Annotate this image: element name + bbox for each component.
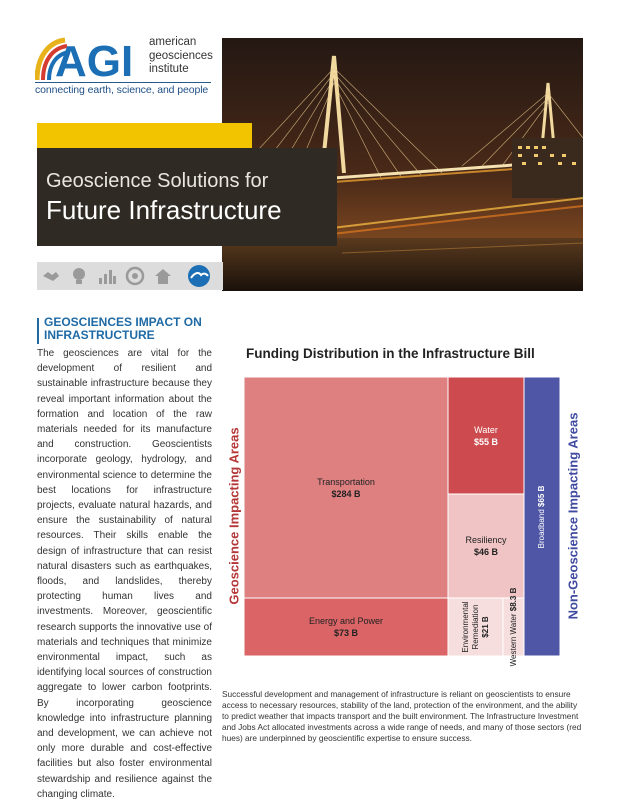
treemap-label-resiliency — [448, 534, 524, 558]
title-accent-band — [37, 123, 252, 148]
logo-org-line3: institute — [149, 63, 189, 75]
section-accent-bar — [37, 318, 39, 344]
house-icon — [153, 266, 173, 286]
chart-title: Funding Distribution in the Infrastructure Bill — [246, 346, 535, 361]
chart-caption: Successful development and management of infrastructure is reliant on geoscientists to ensure access to necessary resources, stability of the land, protection of the environment, and the ability to predict weather that impacts transport and the built environment. The Infrastructure Investment and Jobs Act allocated investments across a wide range of needs, and many of those sectors (red hues) are underpinned by geoscientific expertise to ensure success. — [222, 689, 582, 743]
treemap-label-value: $284 B — [331, 488, 361, 499]
right-group-label: Non-Geoscience Impacting Areas — [565, 412, 581, 620]
topic-icon-strip — [37, 262, 223, 290]
agi-logo[interactable] — [35, 36, 215, 96]
logo-org-line1: american — [149, 36, 197, 48]
treemap-label-name: Energy and Power — [308, 616, 384, 626]
logo-divider — [35, 82, 211, 83]
treemap-label-name: Resiliency — [465, 535, 507, 545]
section-title — [44, 316, 202, 342]
treemap-label-transportation — [244, 476, 448, 500]
treemap-label-value: $73 B — [333, 628, 359, 638]
treemap-label-value: $8.3 B — [508, 587, 518, 612]
lightbulb-icon — [69, 266, 89, 286]
logo-org-name — [149, 36, 213, 77]
bar-chart-icon — [97, 266, 117, 286]
treemap-label-energy-and-power — [244, 615, 448, 639]
handshake-icon — [41, 266, 61, 286]
treemap-label-name: Transportation — [317, 476, 375, 487]
gear-globe-icon — [125, 266, 145, 286]
section-title-line2: INFRASTRUCTURE — [44, 328, 155, 342]
section-body-text: The geosciences are vital for the development of resilient and sustainable infrastructure because they reveal important information about the formation and location of the raw materials needed for its manufacture and construction. Geoscientists incorporate geology, hydrology, and environmental science to determine the best locations for infrastructure projects, evaluate natural hazards, and ensure the sustainability of natural resources. Their skills enable the design of infrastructure that can resist natural disasters such as earthquakes, floods, and landslides, thereby protecting human lives and investments. Moreover, geoscientific research supports the innovative use of materials and techniques that minimize environmental impact, such as identifying local sources of construction aggregate to lower carbon footprints. By incorporating geoscience knowledge into infrastructure planning and development, we can achieve not only more durable and cost-effective facilities but also foster environmental stewardship and resilience against the changing climate. — [37, 348, 212, 800]
treemap-label-water — [448, 424, 524, 448]
treemap-label-value: $55 B — [473, 436, 499, 447]
logo-letters: AGI — [55, 37, 134, 80]
treemap-label-name: Western Water — [508, 613, 518, 667]
treemap-label-broadband — [537, 485, 547, 548]
section-title-line1: GEOSCIENCES IMPACT ON — [44, 315, 202, 329]
treemap-label-name: Water — [474, 424, 498, 435]
treemap-label-western-water — [509, 588, 519, 667]
treemap-label-name: Environmental Remediation — [460, 601, 480, 653]
agi-logo-mark — [35, 36, 143, 80]
logo-org-line2: geosciences — [149, 49, 213, 62]
treemap-label-value: $65 B — [537, 485, 546, 507]
water-wave-icon — [187, 264, 211, 288]
logo-tagline: connecting earth, science, and people — [35, 84, 209, 96]
treemap-label-value: $21 B — [480, 616, 490, 638]
hero-title-line2: Future Infrastructure — [46, 195, 282, 225]
hero-title-box — [37, 148, 337, 246]
treemap-label-value: $46 B — [473, 547, 499, 557]
treemap-label-name: Broadband — [537, 508, 546, 548]
treemap-label-environmental-remediation — [461, 597, 491, 657]
left-group-label: Geoscience Impacting Areas — [226, 427, 242, 605]
hero-title-line1: Geoscience Solutions for — [46, 170, 269, 192]
